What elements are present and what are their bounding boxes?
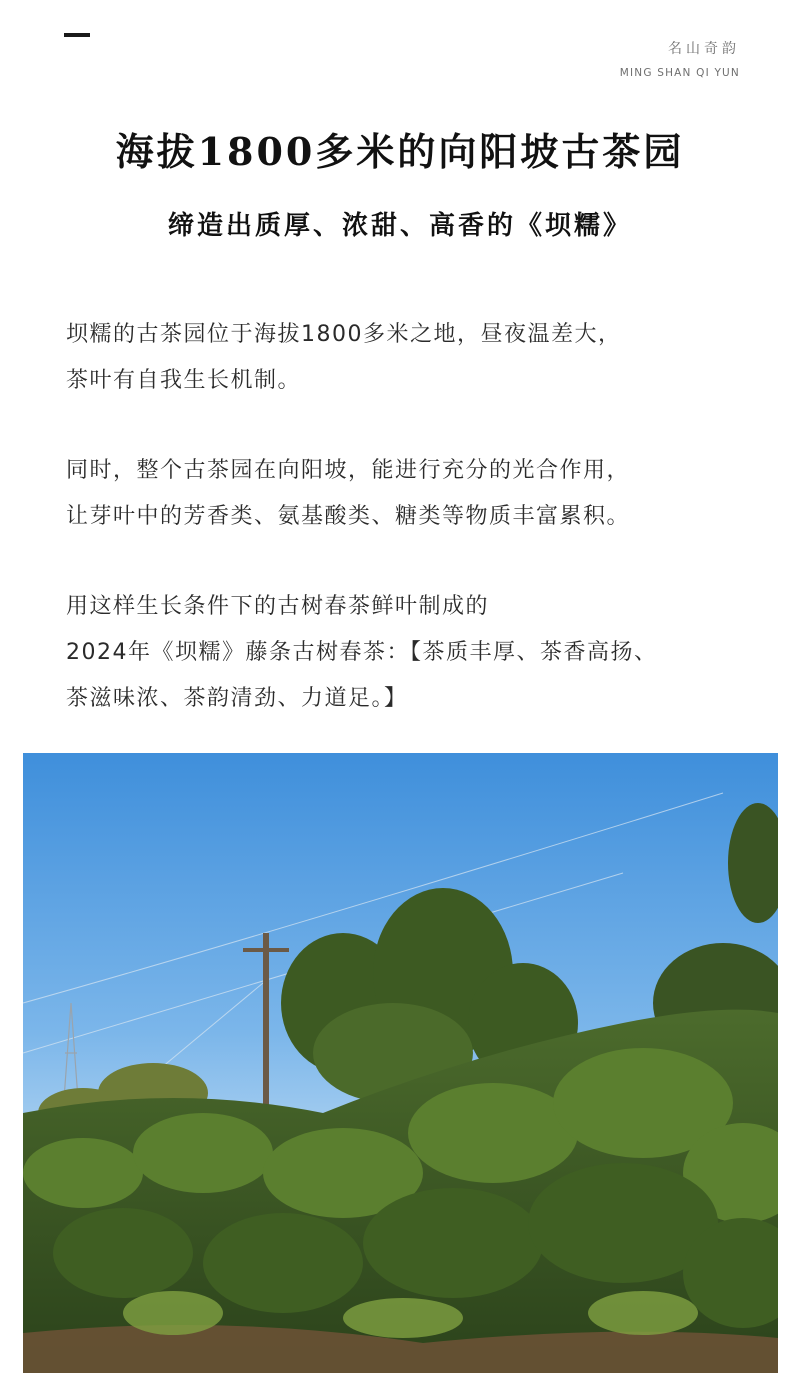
paragraph bbox=[66, 448, 746, 540]
paragraph-line: 让芽叶中的芳香类、氨基酸类、糖类等物质丰富累积。 bbox=[66, 504, 631, 529]
paragraph-line: 用这样生长条件下的古树春茶鲜叶制成的 bbox=[66, 594, 490, 619]
paragraph-line: 坝糯的古茶园位于海拔1800多米之地，昼夜温差大， bbox=[66, 322, 622, 347]
paragraph-line: 2024年《坝糯》藤条古树春茶：【茶质丰厚、茶香高扬、 bbox=[66, 640, 658, 665]
page-title: 海拔1800多米的向阳坡古茶园 bbox=[115, 129, 685, 174]
body-text bbox=[66, 312, 746, 766]
brand-name-cn: 名山奇韵 bbox=[668, 41, 740, 57]
paragraph-line: 同时，整个古茶园在向阳坡，能进行充分的光合作用， bbox=[66, 458, 631, 483]
tea-garden-photo bbox=[23, 753, 778, 1373]
brand-name-en: MING SHAN QI YUN bbox=[619, 67, 740, 79]
tea-garden-illustration bbox=[23, 753, 778, 1373]
page-subtitle: 缔造出质厚、浓甜、高香的《坝糯》 bbox=[167, 211, 632, 241]
paragraph bbox=[66, 584, 746, 722]
brand-mark bbox=[620, 40, 740, 80]
paragraph-line: 茶滋味浓、茶韵清劲、力道足。】 bbox=[66, 686, 408, 711]
paragraph bbox=[66, 312, 746, 404]
paragraph-line: 茶叶有自我生长机制。 bbox=[66, 368, 302, 393]
top-accent-bar bbox=[64, 33, 90, 37]
